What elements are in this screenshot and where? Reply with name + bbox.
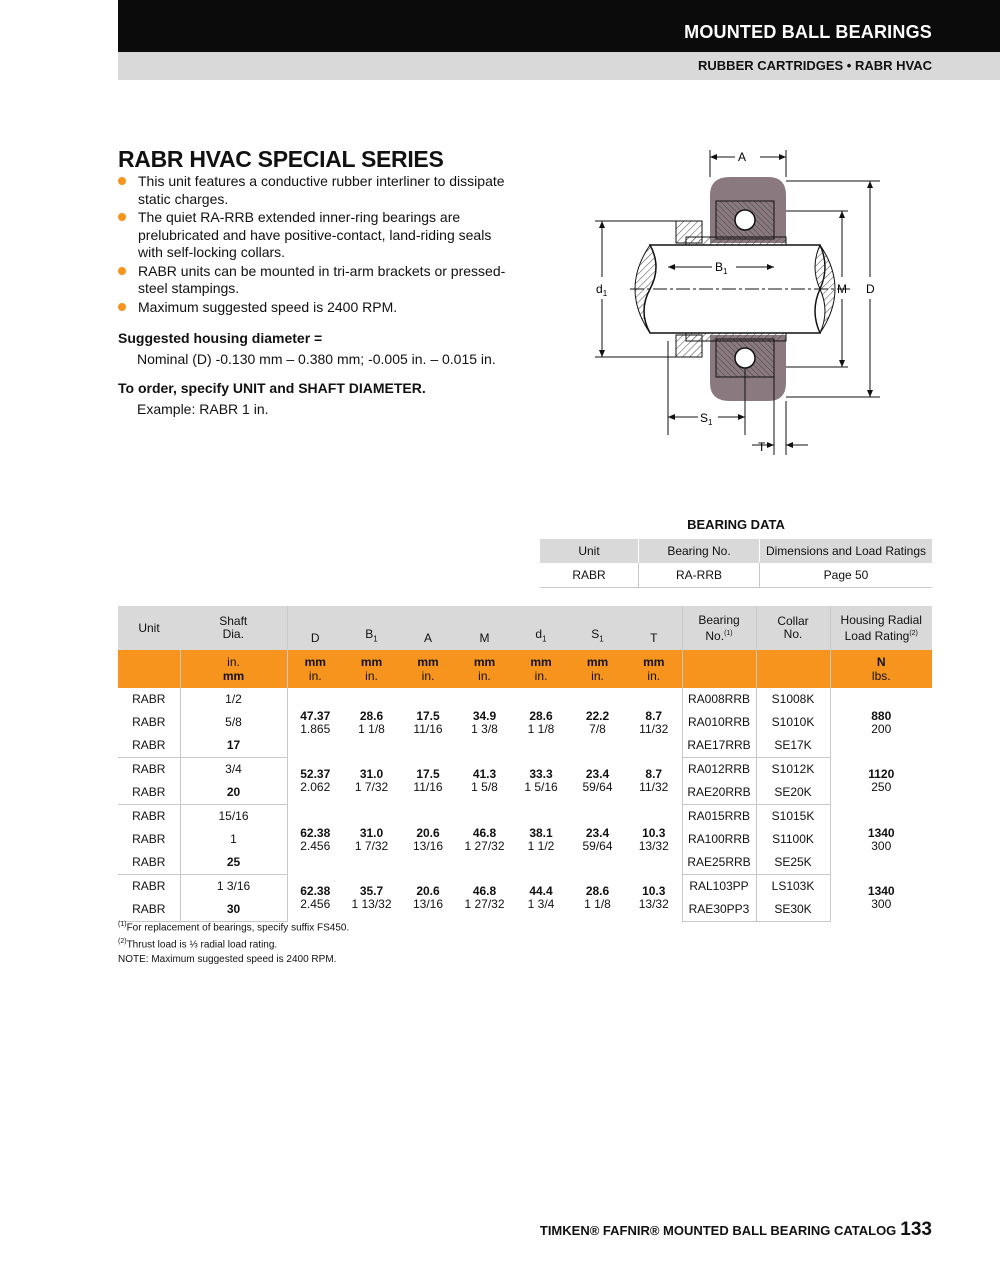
cell-bearing-no: RAE20RRB: [682, 781, 756, 805]
table-row: [118, 688, 932, 711]
page-footer: [540, 1219, 932, 1241]
cell-dimension: 17.5 11/16: [413, 708, 443, 736]
cell-unit: RABR: [118, 781, 180, 805]
cell-dimension: 28.6 1 1/8: [584, 884, 611, 911]
cell-collar-no: S1012K: [756, 758, 830, 782]
cell-bearing-no: RAE17RRB: [682, 734, 756, 758]
cell-shaft: 3/4: [180, 758, 287, 782]
cell-collar-no: S1015K: [756, 805, 830, 829]
cell-load-rating: 1340 300: [830, 805, 932, 875]
cell-shaft: 15/16: [180, 805, 287, 829]
table-row: [118, 875, 932, 899]
table-row: [118, 758, 932, 782]
cell-unit: RABR: [132, 809, 166, 823]
cell-unit: RABR: [132, 692, 166, 706]
cell-shaft: 30: [180, 898, 287, 922]
col-d: D: [287, 606, 343, 650]
order-heading: To order, specify UNIT and SHAFT DIAMETER.: [118, 380, 426, 396]
bearing-data-cell: Page 50: [760, 563, 933, 588]
col-t: T: [626, 606, 682, 650]
feature-item: Maximum suggested speed is 2400 RPM.: [118, 299, 518, 317]
cell-collar-no: SE25K: [756, 851, 830, 875]
cell-collar-no: S1010K: [756, 711, 830, 734]
dim-b1-label: $B_1$: [715, 260, 728, 276]
cell-unit: RABR: [132, 715, 166, 729]
dim-t-label: T: [758, 440, 766, 454]
bearing-data-header: Bearing No.: [639, 539, 760, 563]
col-shaft: Shaft Dia.: [180, 606, 287, 650]
cell-dimension: 28.6 1 1/8: [527, 708, 555, 736]
feature-item: The quiet RA-RRB extended inner-ring bearings are prelubricated and have positive-contact, land-riding seals with self-locking collars.: [118, 209, 518, 262]
footnotes: [118, 918, 349, 967]
bearing-data-title: BEARING DATA: [687, 517, 785, 532]
cell-bearing-no: RAL103PP: [682, 875, 756, 899]
cell-dimension: 62.38 2.456: [287, 875, 343, 922]
housing-heading: Suggested housing diameter =: [118, 330, 323, 346]
cell-dimension: 10.3 13/32: [638, 825, 669, 853]
dim-s1-label: $S_1$: [700, 411, 713, 427]
col-bearing-no: Bearing No.$^{(1)}$: [682, 606, 756, 650]
bearing-data-table: [540, 539, 932, 588]
col-d1: $d_1$: [513, 606, 569, 650]
order-example: Example: RABR 1 in.: [137, 401, 269, 417]
cell-shaft: 1/2: [180, 688, 287, 711]
cell-unit: RABR: [118, 851, 180, 875]
footnote: $^{(1)}$For replacement of bearings, specify suffix FS450.: [118, 921, 350, 934]
cell-collar-no: S1100K: [756, 828, 830, 851]
col-b1: $B_1$: [343, 606, 400, 650]
cell-bearing-no: RAE25RRB: [682, 851, 756, 875]
feature-item: This unit features a conductive rubber interliner to dissipate static charges.: [118, 173, 518, 208]
cell-unit: RABR: [132, 762, 166, 776]
bearing-cross-section-diagram: [590, 145, 890, 465]
header-bar: [118, 0, 1000, 52]
bullet-icon: [118, 177, 126, 185]
bearing-data-header: Dimensions and Load Ratings: [760, 539, 933, 563]
cell-unit: RABR: [118, 898, 180, 922]
cell-dimension: 10.3 13/32: [638, 884, 669, 911]
bearing-data-cell: RA-RRB: [639, 563, 760, 588]
cell-dimension: 47.37 1.865: [287, 688, 343, 758]
dim-d-label: D: [866, 282, 875, 296]
cell-shaft: 1 3/16: [180, 875, 287, 899]
housing-text: Nominal (D) -0.130 mm – 0.380 mm; -0.005 in. – 0.015 in.: [137, 351, 496, 367]
cell-bearing-no: RAE30PP3: [682, 898, 756, 922]
subsection-title: RUBBER CARTRIDGES • RABR HVAC: [698, 58, 932, 73]
feature-list: [118, 173, 518, 317]
units-row: in. mm mm in. mm in. mm in. mm in. mm in. mm in. mm in. N lbs.: [118, 650, 932, 688]
bearing-data-header: Unit: [540, 539, 639, 563]
cell-dimension: 17.5 11/16: [413, 767, 443, 794]
cell-dimension: 34.9 1 3/8: [471, 708, 498, 736]
cell-shaft: 17: [180, 734, 287, 758]
cell-load-rating: 880 200: [830, 688, 932, 758]
cell-collar-no: SE17K: [756, 734, 830, 758]
col-a: A: [400, 606, 456, 650]
cell-dimension: 31.0 1 7/32: [354, 767, 389, 794]
cell-bearing-no: RA012RRB: [682, 758, 756, 782]
page-title: RABR HVAC SPECIAL SERIES: [118, 146, 444, 172]
cell-dimension: 46.8 1 27/32: [464, 884, 505, 911]
cell-shaft: 25: [180, 851, 287, 875]
dim-d1-label: $d_1$: [596, 282, 608, 298]
cell-shaft: 1: [180, 828, 287, 851]
dimensions-table: [118, 606, 932, 922]
cell-collar-no: LS103K: [756, 875, 830, 899]
cell-dimension: 44.4 1 3/4: [527, 884, 555, 911]
cell-bearing-no: RA010RRB: [682, 711, 756, 734]
col-m: M: [456, 606, 513, 650]
cell-collar-no: S1008K: [756, 688, 830, 711]
cell-bearing-no: RA100RRB: [682, 828, 756, 851]
cell-dimension: 8.7 11/32: [639, 767, 669, 794]
cell-dimension: 35.7 1 13/32: [351, 884, 392, 911]
cell-shaft: 5/8: [180, 711, 287, 734]
col-load-rating: Housing Radial Load Rating$^{(2)}$: [830, 606, 932, 650]
cell-dimension: 28.6 1 1/8: [358, 708, 385, 736]
dim-a-label: A: [737, 150, 747, 164]
bearing-data-cell: RABR: [540, 563, 639, 588]
col-collar-no: Collar No.: [756, 606, 830, 650]
cell-shaft: 20: [180, 781, 287, 805]
cell-dimension: 23.4 59/64: [582, 825, 613, 853]
cell-bearing-no: RA015RRB: [682, 805, 756, 829]
cell-load-rating: 1340 300: [830, 875, 932, 922]
cell-bearing-no: RA008RRB: [682, 688, 756, 711]
cell-dimension: 38.1 1 1/2: [527, 825, 555, 853]
col-unit: Unit: [118, 606, 180, 650]
cell-unit: RABR: [132, 832, 166, 846]
catalog-name: TIMKEN® FAFNIR® MOUNTED BALL BEARING CATALOG: [539, 1223, 897, 1238]
cell-load-rating: 1120 250: [830, 758, 932, 805]
cell-dimension: 22.2 7/8: [585, 708, 610, 736]
subheader-bar: [118, 52, 1000, 80]
cell-dimension: 20.6 13/16: [412, 825, 444, 853]
cell-dimension: 8.7 11/32: [639, 708, 669, 736]
table-row: [118, 805, 932, 829]
cell-dimension: 31.0 1 7/32: [354, 825, 389, 853]
cell-dimension: 52.37 2.062: [287, 758, 343, 805]
bullet-icon: [118, 213, 126, 221]
cell-collar-no: SE30K: [756, 898, 830, 922]
cell-unit: RABR: [118, 734, 180, 758]
cell-dimension: 20.6 13/16: [412, 884, 444, 911]
section-title: MOUNTED BALL BEARINGS: [684, 22, 932, 42]
cell-dimension: 62.38 2.456: [287, 805, 343, 875]
col-s1: $S_1$: [569, 606, 626, 650]
cell-dimension: 23.4 59/64: [582, 767, 613, 794]
bullet-icon: [118, 303, 126, 311]
cell-dimension: 33.3 1 5/16: [524, 767, 558, 794]
cell-unit: RABR: [132, 879, 166, 893]
bullet-icon: [118, 267, 126, 275]
cell-collar-no: SE20K: [756, 781, 830, 805]
cell-dimension: 46.8 1 27/32: [464, 825, 505, 853]
cell-dimension: 41.3 1 5/8: [471, 767, 498, 794]
feature-item: RABR units can be mounted in tri-arm brackets or pressed-steel stampings.: [118, 263, 518, 298]
footnote: NOTE: Maximum suggested speed is 2400 RPM.: [118, 953, 337, 965]
page-number: 133: [900, 1219, 932, 1240]
dim-m-label: M: [837, 282, 847, 296]
footnote: $^{(2)}$Thrust load is ⅓ radial load rating.: [118, 938, 278, 951]
